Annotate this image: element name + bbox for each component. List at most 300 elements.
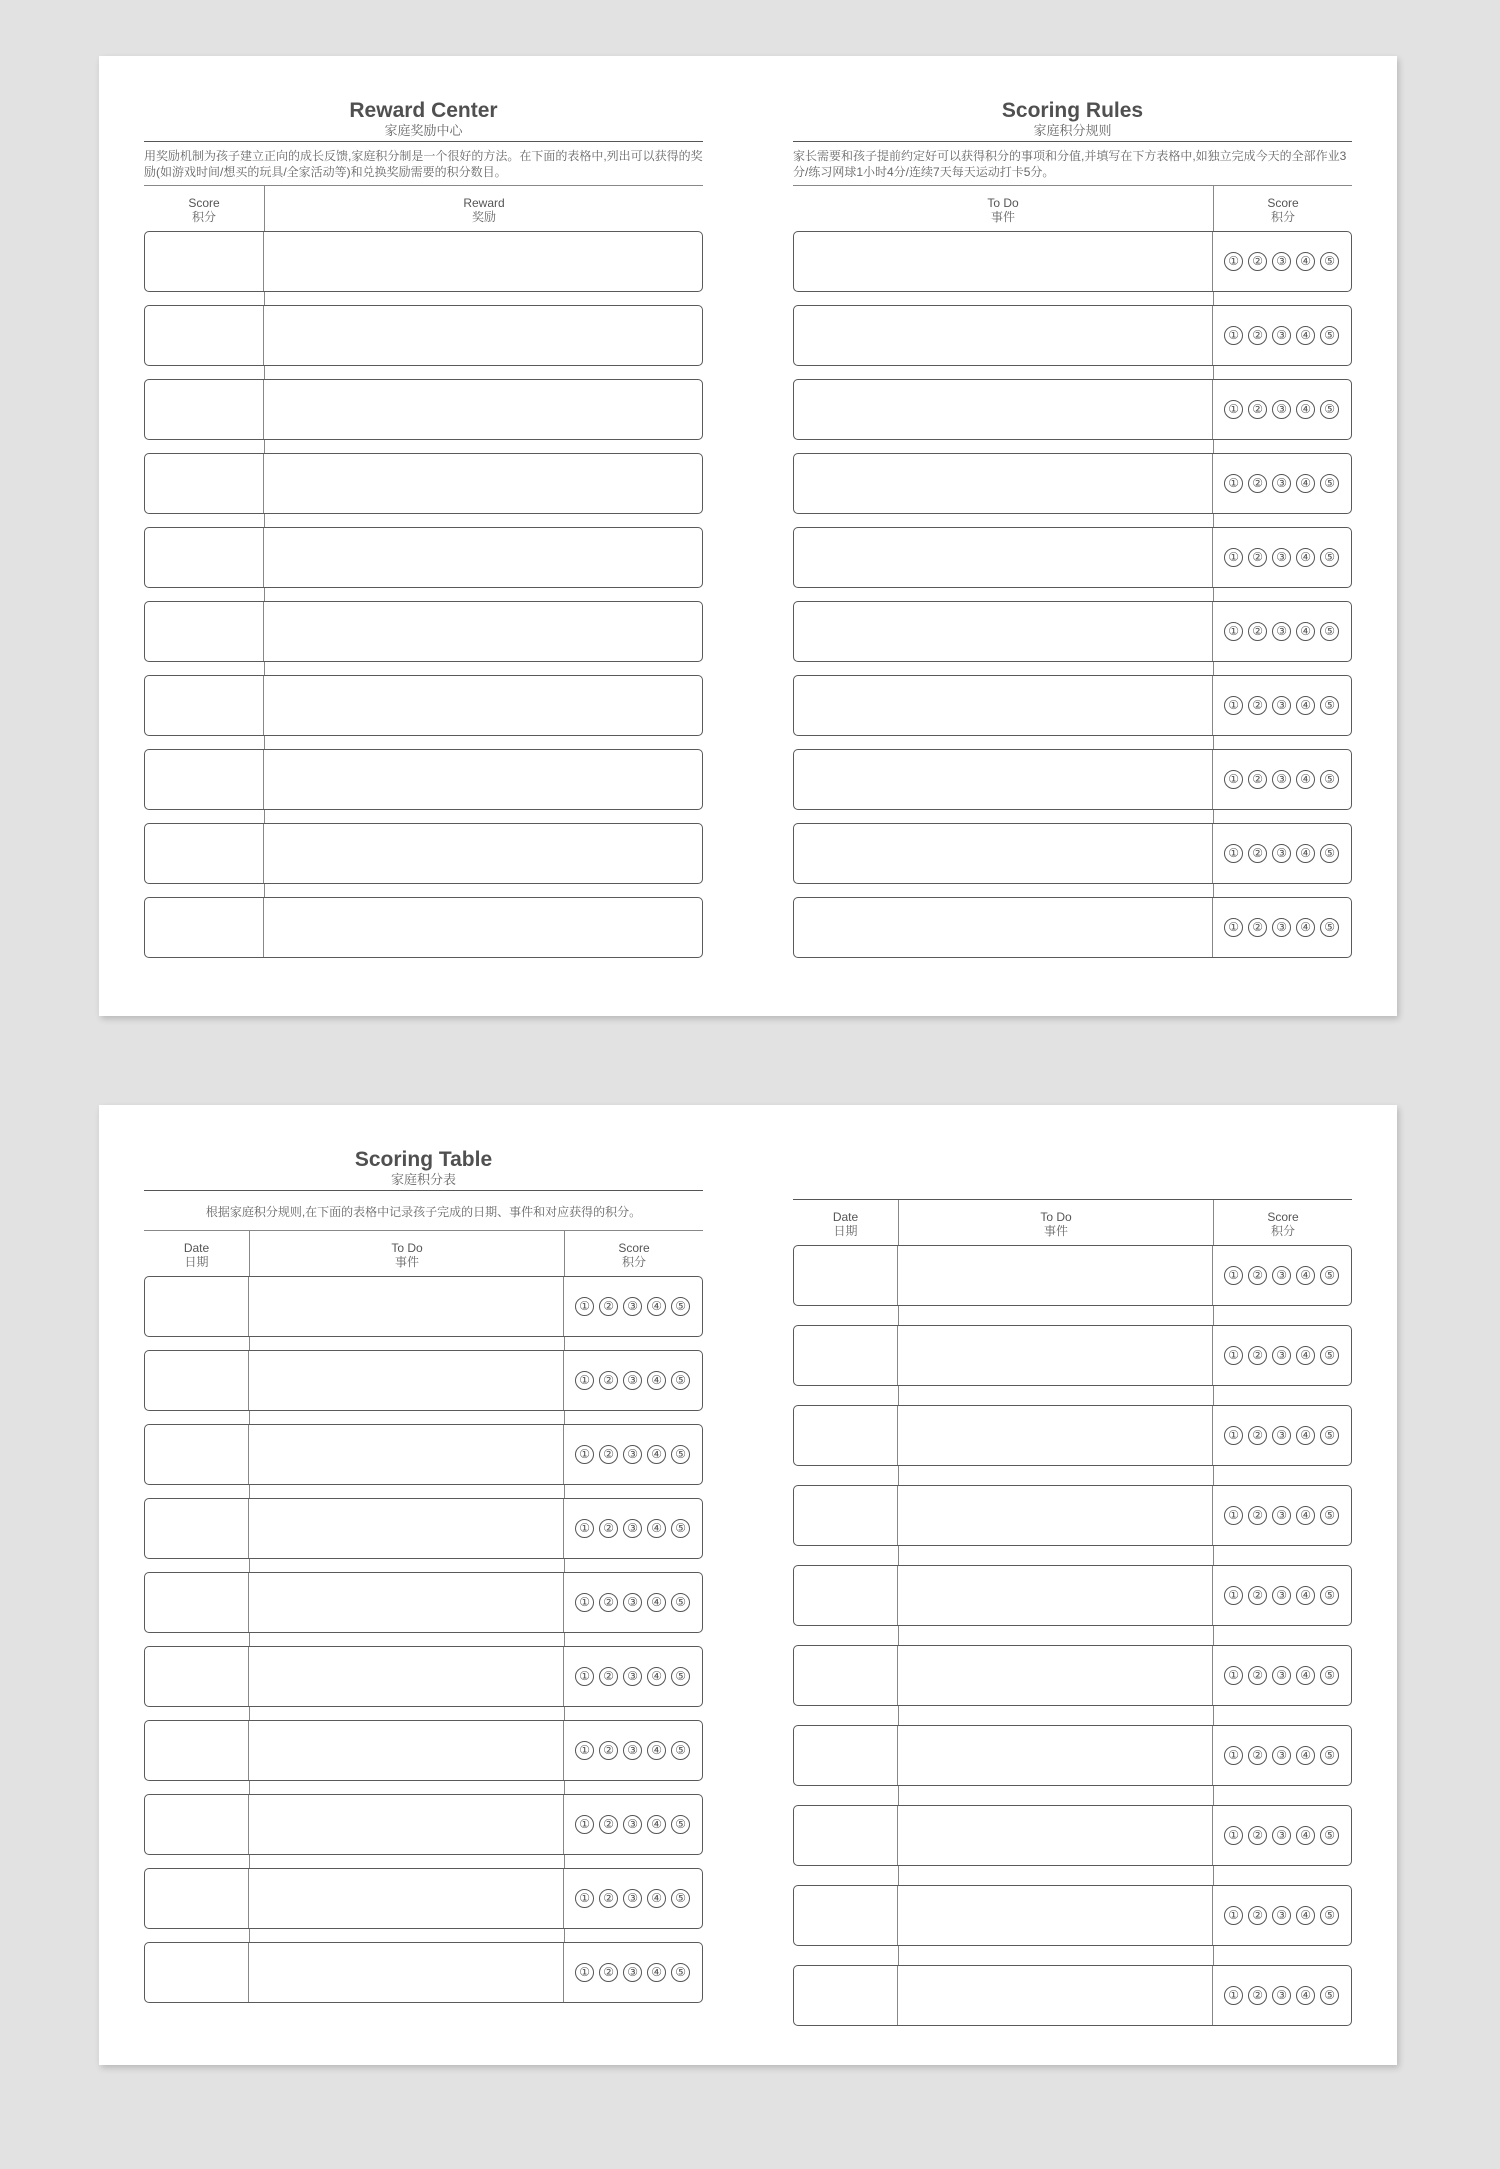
score-option[interactable]: ② bbox=[599, 1667, 618, 1686]
table-row bbox=[793, 823, 1352, 884]
table-row bbox=[793, 675, 1352, 736]
entry-cell[interactable] bbox=[794, 1566, 897, 1625]
gap-segment bbox=[249, 1411, 564, 1424]
score-option[interactable]: ④ bbox=[1296, 1666, 1315, 1685]
entry-cell[interactable] bbox=[263, 232, 700, 291]
score-option[interactable]: ① bbox=[1224, 1426, 1243, 1445]
score-option[interactable]: ③ bbox=[1272, 1426, 1291, 1445]
score-option[interactable]: ⑤ bbox=[1320, 1426, 1339, 1445]
score-option[interactable]: ③ bbox=[1272, 1266, 1291, 1285]
score-option[interactable]: ④ bbox=[1296, 844, 1315, 863]
score-option[interactable]: ② bbox=[1248, 1426, 1267, 1445]
page-subtitle: 家庭奖励中心 bbox=[384, 123, 463, 138]
score-option[interactable]: ② bbox=[1248, 918, 1267, 937]
row-gap bbox=[793, 736, 1352, 749]
score-option[interactable]: ① bbox=[1224, 326, 1243, 345]
score-option[interactable]: ① bbox=[1224, 622, 1243, 641]
score-option[interactable]: ② bbox=[599, 1371, 618, 1390]
score-option[interactable]: ③ bbox=[1272, 918, 1291, 937]
score-options bbox=[1213, 602, 1349, 661]
score-option[interactable]: ⑤ bbox=[1320, 844, 1339, 863]
scoring-table bbox=[144, 1231, 703, 2003]
score-option[interactable]: ① bbox=[575, 1519, 594, 1538]
score-option[interactable]: ④ bbox=[647, 1519, 666, 1538]
score-option[interactable]: ④ bbox=[647, 1297, 666, 1316]
score-option[interactable]: ⑤ bbox=[1320, 1826, 1339, 1845]
score-option[interactable]: ⑤ bbox=[1320, 1986, 1339, 2005]
score-option[interactable]: ③ bbox=[623, 1963, 642, 1982]
score-option[interactable]: ① bbox=[575, 1297, 594, 1316]
score-option[interactable]: ② bbox=[599, 1297, 618, 1316]
entry-cell[interactable] bbox=[145, 824, 263, 883]
entry-cell[interactable] bbox=[794, 602, 1212, 661]
score-option[interactable]: ② bbox=[599, 1889, 618, 1908]
reward-table bbox=[144, 186, 703, 958]
gap-segment bbox=[898, 1306, 1213, 1325]
score-option[interactable]: ④ bbox=[1296, 548, 1315, 567]
entry-cell[interactable] bbox=[145, 1499, 248, 1558]
entry-cell[interactable] bbox=[794, 528, 1212, 587]
score-option[interactable]: ① bbox=[1224, 918, 1243, 937]
score-option[interactable]: ⑤ bbox=[671, 1741, 690, 1760]
score-options bbox=[1213, 824, 1349, 883]
score-option[interactable]: ④ bbox=[1296, 1986, 1315, 2005]
entry-cell[interactable] bbox=[897, 1326, 1212, 1385]
column-header-zh: 积分 bbox=[1270, 1224, 1295, 1238]
gap-segment bbox=[144, 292, 264, 305]
score-option[interactable]: ① bbox=[1224, 252, 1243, 271]
entry-cell[interactable] bbox=[263, 306, 700, 365]
score-option[interactable]: ③ bbox=[1272, 400, 1291, 419]
column-header-en: To Do bbox=[1040, 1210, 1072, 1224]
score-option[interactable]: ④ bbox=[1296, 1506, 1315, 1525]
score-option[interactable]: ① bbox=[575, 1593, 594, 1612]
score-option[interactable]: ② bbox=[1248, 1906, 1267, 1925]
entry-cell[interactable] bbox=[794, 1406, 897, 1465]
entry-cell[interactable] bbox=[897, 1726, 1212, 1785]
column-header-zh: 事件 bbox=[990, 210, 1015, 224]
entry-cell[interactable] bbox=[794, 454, 1212, 513]
entry-cell[interactable] bbox=[263, 528, 700, 587]
entry-cell[interactable] bbox=[248, 1277, 563, 1336]
entry-cell[interactable] bbox=[263, 824, 700, 883]
entry-cell[interactable] bbox=[794, 1726, 897, 1785]
entry-cell[interactable] bbox=[145, 1277, 248, 1336]
score-option[interactable]: ② bbox=[1248, 1826, 1267, 1845]
score-option[interactable]: ③ bbox=[1272, 326, 1291, 345]
entry-cell[interactable] bbox=[145, 1795, 248, 1854]
score-option[interactable]: ② bbox=[1248, 844, 1267, 863]
gap-segment bbox=[793, 884, 1213, 897]
score-option[interactable]: ⑤ bbox=[671, 1297, 690, 1316]
score-option[interactable]: ① bbox=[1224, 696, 1243, 715]
table-row bbox=[793, 1405, 1352, 1466]
gap-segment bbox=[793, 1386, 898, 1405]
score-option[interactable]: ② bbox=[1248, 252, 1267, 271]
table-row bbox=[144, 1646, 703, 1707]
score-option[interactable]: ④ bbox=[647, 1593, 666, 1612]
gap-segment bbox=[144, 884, 264, 897]
score-option[interactable]: ③ bbox=[623, 1593, 642, 1612]
gap-segment bbox=[564, 1707, 703, 1720]
score-option[interactable]: ⑤ bbox=[1320, 1346, 1339, 1365]
gap-segment bbox=[793, 514, 1213, 527]
score-option[interactable]: ④ bbox=[647, 1741, 666, 1760]
score-option[interactable]: ③ bbox=[1272, 474, 1291, 493]
entry-cell[interactable] bbox=[248, 1943, 563, 2002]
score-option[interactable]: ③ bbox=[1272, 548, 1291, 567]
score-option[interactable]: ⑤ bbox=[671, 1963, 690, 1982]
score-option[interactable]: ④ bbox=[1296, 622, 1315, 641]
score-option[interactable]: ⑤ bbox=[1320, 1586, 1339, 1605]
score-cell bbox=[1212, 1966, 1349, 2025]
score-cell bbox=[563, 1869, 700, 1928]
gap-segment bbox=[793, 1786, 898, 1805]
row-gap bbox=[793, 1386, 1352, 1405]
entry-cell[interactable] bbox=[263, 602, 700, 661]
score-option[interactable]: ⑤ bbox=[1320, 1666, 1339, 1685]
score-option[interactable]: ④ bbox=[1296, 1746, 1315, 1765]
row-gap bbox=[144, 514, 703, 527]
score-option[interactable]: ⑤ bbox=[1320, 400, 1339, 419]
score-option[interactable]: ④ bbox=[1296, 400, 1315, 419]
entry-cell[interactable] bbox=[794, 380, 1212, 439]
score-option[interactable]: ④ bbox=[1296, 1826, 1315, 1845]
score-option[interactable]: ⑤ bbox=[1320, 1746, 1339, 1765]
row-gap bbox=[793, 1866, 1352, 1885]
column-header bbox=[249, 1231, 564, 1276]
score-option[interactable]: ⑤ bbox=[1320, 548, 1339, 567]
entry-cell[interactable] bbox=[145, 602, 263, 661]
entry-cell[interactable] bbox=[145, 1425, 248, 1484]
entry-cell[interactable] bbox=[263, 676, 700, 735]
score-option[interactable]: ④ bbox=[1296, 1266, 1315, 1285]
gap-segment bbox=[793, 1306, 898, 1325]
score-option[interactable]: ② bbox=[599, 1593, 618, 1612]
entry-cell[interactable] bbox=[263, 750, 700, 809]
score-option[interactable]: ③ bbox=[623, 1741, 642, 1760]
entry-cell[interactable] bbox=[248, 1647, 563, 1706]
column-header-en: Date bbox=[183, 1241, 210, 1255]
gap-segment bbox=[264, 440, 703, 453]
score-option[interactable]: ② bbox=[599, 1963, 618, 1982]
entry-cell[interactable] bbox=[145, 232, 263, 291]
entry-cell[interactable] bbox=[145, 1943, 248, 2002]
column-header-zh: 事件 bbox=[1043, 1224, 1068, 1238]
score-options bbox=[1213, 1326, 1349, 1385]
entry-cell[interactable] bbox=[794, 306, 1212, 365]
score-option[interactable]: ⑤ bbox=[1320, 252, 1339, 271]
score-option[interactable]: ⑤ bbox=[1320, 1506, 1339, 1525]
gap-segment bbox=[144, 1411, 249, 1424]
score-option[interactable]: ① bbox=[1224, 474, 1243, 493]
score-option[interactable]: ③ bbox=[623, 1371, 642, 1390]
entry-cell[interactable] bbox=[794, 1646, 897, 1705]
score-option[interactable]: ⑤ bbox=[671, 1889, 690, 1908]
entry-cell[interactable] bbox=[794, 1246, 897, 1305]
entry-cell[interactable] bbox=[794, 232, 1212, 291]
score-option[interactable]: ⑤ bbox=[1320, 1266, 1339, 1285]
column-header-en: Score bbox=[1267, 196, 1299, 210]
entry-cell[interactable] bbox=[145, 380, 263, 439]
score-option[interactable]: ④ bbox=[1296, 1426, 1315, 1445]
score-option[interactable]: ② bbox=[1248, 326, 1267, 345]
table-row bbox=[793, 1965, 1352, 2026]
score-option[interactable]: ④ bbox=[647, 1963, 666, 1982]
row-gap bbox=[793, 1626, 1352, 1645]
score-option[interactable]: ③ bbox=[1272, 844, 1291, 863]
score-option[interactable]: ① bbox=[1224, 1586, 1243, 1605]
score-option[interactable]: ② bbox=[1248, 622, 1267, 641]
entry-cell[interactable] bbox=[794, 676, 1212, 735]
entry-cell[interactable] bbox=[145, 1721, 248, 1780]
score-option[interactable]: ③ bbox=[623, 1519, 642, 1538]
score-option[interactable]: ③ bbox=[623, 1815, 642, 1834]
entry-cell[interactable] bbox=[145, 1573, 248, 1632]
entry-cell[interactable] bbox=[897, 1246, 1212, 1305]
gap-segment bbox=[898, 1626, 1213, 1645]
score-option[interactable]: ② bbox=[1248, 400, 1267, 419]
row-gap bbox=[144, 366, 703, 379]
score-option[interactable]: ① bbox=[575, 1963, 594, 1982]
score-cell bbox=[1212, 454, 1349, 513]
score-option[interactable]: ④ bbox=[647, 1889, 666, 1908]
entry-cell[interactable] bbox=[794, 750, 1212, 809]
score-option[interactable]: ② bbox=[599, 1815, 618, 1834]
score-option[interactable]: ⑤ bbox=[671, 1371, 690, 1390]
score-option[interactable]: ④ bbox=[647, 1815, 666, 1834]
score-cell bbox=[1212, 1726, 1349, 1785]
score-option[interactable]: ① bbox=[575, 1815, 594, 1834]
score-cell bbox=[1212, 1806, 1349, 1865]
row-gap bbox=[144, 1485, 703, 1498]
score-option[interactable]: ② bbox=[599, 1445, 618, 1464]
entry-cell[interactable] bbox=[263, 454, 700, 513]
score-option[interactable]: ① bbox=[1224, 1826, 1243, 1845]
gap-segment bbox=[249, 1485, 564, 1498]
score-option[interactable]: ② bbox=[1248, 1666, 1267, 1685]
score-option[interactable]: ① bbox=[1224, 548, 1243, 567]
score-option[interactable]: ③ bbox=[1272, 622, 1291, 641]
score-option[interactable]: ② bbox=[1248, 1986, 1267, 2005]
table-row bbox=[144, 1498, 703, 1559]
entry-cell[interactable] bbox=[897, 1806, 1212, 1865]
gap-segment bbox=[564, 1337, 703, 1350]
row-gap bbox=[144, 1707, 703, 1720]
score-option[interactable]: ③ bbox=[1272, 1346, 1291, 1365]
column-header-zh: 奖励 bbox=[471, 210, 496, 224]
row-gap bbox=[793, 810, 1352, 823]
score-option[interactable]: ⑤ bbox=[671, 1519, 690, 1538]
score-option[interactable]: ⑤ bbox=[671, 1667, 690, 1686]
entry-cell[interactable] bbox=[897, 1566, 1212, 1625]
score-option[interactable]: ① bbox=[1224, 844, 1243, 863]
score-option[interactable]: ① bbox=[1224, 1506, 1243, 1525]
entry-cell[interactable] bbox=[145, 1869, 248, 1928]
entry-cell[interactable] bbox=[145, 676, 263, 735]
entry-cell[interactable] bbox=[897, 1486, 1212, 1545]
page-title: Scoring Rules bbox=[1001, 99, 1144, 122]
entry-cell[interactable] bbox=[794, 898, 1212, 957]
score-option[interactable]: ④ bbox=[1296, 1586, 1315, 1605]
score-option[interactable]: ⑤ bbox=[1320, 1906, 1339, 1925]
entry-cell[interactable] bbox=[897, 1886, 1212, 1945]
score-option[interactable]: ⑤ bbox=[671, 1593, 690, 1612]
score-option[interactable]: ④ bbox=[1296, 696, 1315, 715]
entry-cell[interactable] bbox=[248, 1425, 563, 1484]
entry-cell[interactable] bbox=[794, 824, 1212, 883]
entry-cell[interactable] bbox=[248, 1573, 563, 1632]
score-option[interactable]: ③ bbox=[1272, 696, 1291, 715]
score-option[interactable]: ① bbox=[1224, 1346, 1243, 1365]
score-option[interactable]: ② bbox=[1248, 1506, 1267, 1525]
entry-cell[interactable] bbox=[794, 1886, 897, 1945]
row-gap bbox=[144, 1337, 703, 1350]
score-option[interactable]: ⑤ bbox=[671, 1445, 690, 1464]
score-option[interactable]: ④ bbox=[1296, 1906, 1315, 1925]
gap-segment bbox=[264, 366, 703, 379]
score-option[interactable]: ③ bbox=[1272, 1906, 1291, 1925]
score-option[interactable]: ⑤ bbox=[1320, 770, 1339, 789]
score-option[interactable]: ③ bbox=[623, 1889, 642, 1908]
gap-segment bbox=[793, 1626, 898, 1645]
gap-segment bbox=[793, 292, 1213, 305]
score-option[interactable]: ③ bbox=[1272, 252, 1291, 271]
entry-cell[interactable] bbox=[145, 306, 263, 365]
table-row bbox=[793, 305, 1352, 366]
score-option[interactable]: ① bbox=[1224, 770, 1243, 789]
page-title: Scoring Table bbox=[354, 1148, 493, 1171]
entry-cell[interactable] bbox=[248, 1795, 563, 1854]
score-option[interactable]: ④ bbox=[1296, 326, 1315, 345]
score-option[interactable]: ② bbox=[1248, 1266, 1267, 1285]
score-options bbox=[1213, 1806, 1349, 1865]
score-option[interactable]: ⑤ bbox=[671, 1815, 690, 1834]
gap-segment bbox=[898, 1946, 1213, 1965]
score-option[interactable]: ② bbox=[1248, 1346, 1267, 1365]
score-option[interactable]: ⑤ bbox=[1320, 696, 1339, 715]
score-option[interactable]: ⑤ bbox=[1320, 326, 1339, 345]
score-option[interactable]: ④ bbox=[1296, 770, 1315, 789]
score-option[interactable]: ③ bbox=[1272, 1586, 1291, 1605]
entry-cell[interactable] bbox=[794, 1486, 897, 1545]
score-option[interactable]: ③ bbox=[623, 1667, 642, 1686]
score-options bbox=[564, 1499, 700, 1558]
entry-cell[interactable] bbox=[897, 1646, 1212, 1705]
score-option[interactable]: ④ bbox=[1296, 252, 1315, 271]
gap-segment bbox=[793, 1946, 898, 1965]
entry-cell[interactable] bbox=[794, 1326, 897, 1385]
entry-cell[interactable] bbox=[263, 380, 700, 439]
score-option[interactable]: ② bbox=[599, 1519, 618, 1538]
score-option[interactable]: ① bbox=[1224, 400, 1243, 419]
row-gap bbox=[144, 1929, 703, 1942]
entry-cell[interactable] bbox=[145, 1351, 248, 1410]
gap-segment bbox=[1213, 1706, 1352, 1725]
score-option[interactable]: ⑤ bbox=[1320, 918, 1339, 937]
score-cell bbox=[1212, 1326, 1349, 1385]
score-option[interactable]: ① bbox=[1224, 1906, 1243, 1925]
score-option[interactable]: ④ bbox=[1296, 1346, 1315, 1365]
entry-cell[interactable] bbox=[897, 1406, 1212, 1465]
score-option[interactable]: ② bbox=[1248, 474, 1267, 493]
score-option[interactable]: ④ bbox=[647, 1445, 666, 1464]
score-option[interactable]: ① bbox=[575, 1371, 594, 1390]
score-option[interactable]: ③ bbox=[623, 1445, 642, 1464]
entry-cell[interactable] bbox=[145, 528, 263, 587]
entry-cell[interactable] bbox=[145, 750, 263, 809]
row-gap bbox=[793, 884, 1352, 897]
gap-segment bbox=[264, 884, 703, 897]
score-option[interactable]: ⑤ bbox=[1320, 622, 1339, 641]
entry-cell[interactable] bbox=[145, 454, 263, 513]
entry-cell[interactable] bbox=[263, 898, 700, 957]
table-row bbox=[793, 1245, 1352, 1306]
score-option[interactable]: ② bbox=[1248, 548, 1267, 567]
gap-segment bbox=[144, 366, 264, 379]
score-cell bbox=[563, 1277, 700, 1336]
score-option[interactable]: ③ bbox=[1272, 1666, 1291, 1685]
score-option[interactable]: ② bbox=[1248, 1746, 1267, 1765]
score-option[interactable]: ④ bbox=[647, 1667, 666, 1686]
score-option[interactable]: ④ bbox=[1296, 474, 1315, 493]
score-option[interactable]: ③ bbox=[1272, 1826, 1291, 1845]
score-option[interactable]: ① bbox=[575, 1667, 594, 1686]
score-option[interactable]: ③ bbox=[1272, 1986, 1291, 2005]
score-option[interactable]: ② bbox=[1248, 770, 1267, 789]
entry-cell[interactable] bbox=[794, 1806, 897, 1865]
entry-cell[interactable] bbox=[248, 1499, 563, 1558]
score-option[interactable]: ① bbox=[1224, 1986, 1243, 2005]
score-option[interactable]: ③ bbox=[623, 1297, 642, 1316]
gap-segment bbox=[793, 1866, 898, 1885]
entry-cell[interactable] bbox=[248, 1351, 563, 1410]
score-option[interactable]: ③ bbox=[1272, 1506, 1291, 1525]
score-option[interactable]: ① bbox=[575, 1889, 594, 1908]
entry-cell[interactable] bbox=[897, 1966, 1212, 2025]
row-gap bbox=[144, 1411, 703, 1424]
entry-cell[interactable] bbox=[248, 1721, 563, 1780]
score-option[interactable]: ① bbox=[1224, 1666, 1243, 1685]
score-option[interactable]: ④ bbox=[1296, 918, 1315, 937]
entry-cell[interactable] bbox=[145, 898, 263, 957]
score-options bbox=[1213, 1966, 1349, 2025]
entry-cell[interactable] bbox=[248, 1869, 563, 1928]
row-gap bbox=[144, 1633, 703, 1646]
column-header bbox=[564, 1231, 703, 1276]
score-option[interactable]: ② bbox=[599, 1741, 618, 1760]
score-option[interactable]: ④ bbox=[647, 1371, 666, 1390]
entry-cell[interactable] bbox=[794, 1966, 897, 2025]
table-header bbox=[144, 1231, 703, 1276]
score-options bbox=[1213, 1726, 1349, 1785]
score-option[interactable]: ① bbox=[1224, 1746, 1243, 1765]
gap-segment bbox=[898, 1466, 1213, 1485]
score-option[interactable]: ⑤ bbox=[1320, 474, 1339, 493]
score-option[interactable]: ① bbox=[575, 1445, 594, 1464]
score-option[interactable]: ② bbox=[1248, 1586, 1267, 1605]
score-options bbox=[564, 1869, 700, 1928]
score-option[interactable]: ② bbox=[1248, 696, 1267, 715]
score-option[interactable]: ① bbox=[1224, 1266, 1243, 1285]
score-option[interactable]: ① bbox=[575, 1741, 594, 1760]
entry-cell[interactable] bbox=[145, 1647, 248, 1706]
score-option[interactable]: ③ bbox=[1272, 770, 1291, 789]
score-option[interactable]: ③ bbox=[1272, 1746, 1291, 1765]
score-options bbox=[564, 1425, 700, 1484]
table-row bbox=[793, 601, 1352, 662]
gap-segment bbox=[1213, 1626, 1352, 1645]
